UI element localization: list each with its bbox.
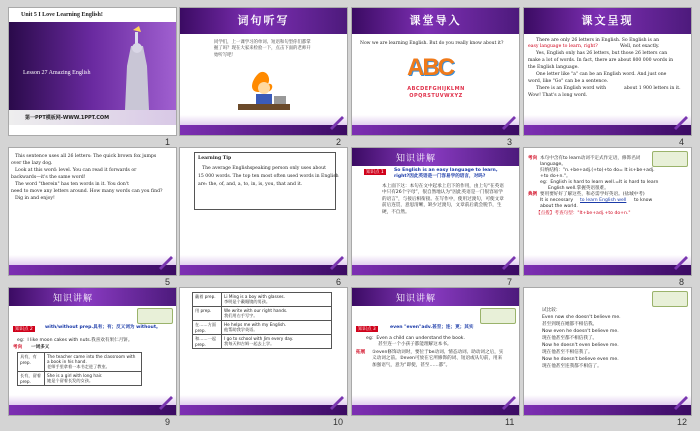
text-line: 要用要好好了解这些，和必需学好英语。(盐城中考) bbox=[540, 192, 645, 197]
text-line: It is necessary bbox=[540, 198, 574, 203]
text-line: about the world. bbox=[540, 204, 578, 209]
example-cn: 我们用右手写字。 bbox=[224, 313, 258, 318]
alphabet-row: ABCDEFGHIJKLMN OPQRSTUVWXYZ bbox=[407, 86, 465, 99]
knowledge-point-label: 知识点 2 bbox=[15, 327, 33, 332]
tip-title: Learning Tip bbox=[198, 156, 232, 161]
slide-number: 10 bbox=[333, 417, 344, 427]
tip-line: 【点拨】考查句型："It+be+adj.+to do+n." bbox=[536, 211, 631, 216]
slide-footer bbox=[352, 265, 519, 275]
slide-number: 2 bbox=[336, 137, 342, 147]
example-cn: 李明是个戴眼镜的男孩。 bbox=[224, 299, 271, 304]
course-badge bbox=[137, 308, 173, 324]
table-cell bbox=[222, 293, 332, 307]
slide-footer bbox=[180, 125, 347, 135]
pen-icon bbox=[328, 112, 346, 130]
pen-icon bbox=[500, 112, 518, 130]
text-line: the English language. bbox=[528, 65, 579, 70]
slide-number: 8 bbox=[679, 277, 685, 287]
slide-footer bbox=[180, 405, 347, 415]
slide-header bbox=[352, 288, 519, 306]
table-cell bbox=[222, 321, 332, 335]
slide-number: 9 bbox=[165, 417, 171, 427]
slide-title: 知识讲解 bbox=[396, 294, 437, 304]
text-line: The word "therein" has ten words in it. You don't bbox=[15, 182, 129, 187]
course-badge bbox=[652, 291, 688, 307]
knowledge-point-label: 知识点 1 bbox=[366, 170, 384, 175]
text-line: about 1 900 letters in it. bbox=[624, 86, 681, 91]
text-line: Well, not exactly. bbox=[620, 44, 660, 49]
slide-body: 同学们，上一课学习的单词、短语和句型你们都掌握了吗？现在大家来检验一下，点击下面的老师开始听写吧！ bbox=[214, 40, 311, 58]
pen-icon bbox=[672, 252, 690, 270]
slide-thumbnail-10[interactable] bbox=[180, 288, 347, 415]
table-row bbox=[193, 335, 332, 349]
table-cell bbox=[222, 307, 332, 321]
slide-title: 知识讲解 bbox=[396, 154, 437, 164]
table-row bbox=[193, 293, 332, 307]
table-cell: 用 prep. bbox=[193, 307, 222, 321]
section-tag: 考向 bbox=[13, 345, 23, 350]
abc-graphic: ABC bbox=[407, 54, 453, 81]
text-line: need to move any letters around. How many words can you find? bbox=[11, 189, 163, 194]
example-cn: 他帮助我学英语。 bbox=[224, 327, 258, 332]
knowledge-point-label: 知识点 3 bbox=[358, 327, 376, 332]
unit-title: Unit 5 I Love Learning English! bbox=[21, 12, 103, 18]
slide-thumbnail-1[interactable] bbox=[9, 8, 176, 135]
intro-question: Now we are learning English. But do you really know about it? bbox=[360, 41, 504, 46]
table-row bbox=[18, 372, 142, 386]
extension-tag: 拓展 bbox=[356, 350, 366, 355]
example-en: I go to school with Jim every day. bbox=[224, 336, 294, 341]
text-line-highlight: easy language to learn, right? bbox=[528, 44, 598, 49]
key-phrase: even "even"adv.甚至；连；更；其实 bbox=[390, 325, 474, 330]
text-line: +to do+n."。 bbox=[540, 174, 571, 179]
text-line: Now he doesn't believe even me. bbox=[542, 357, 619, 362]
slide-thumbnail-4[interactable] bbox=[524, 8, 691, 135]
slide-header bbox=[9, 288, 176, 306]
text-line: 归纳结构："n.+be+adj.(+to)+to do= It is+be+adj. bbox=[540, 168, 655, 173]
lesson-title: Lesson 27 Amazing English bbox=[23, 70, 91, 76]
example-tag: 典例 bbox=[528, 192, 538, 197]
text-line: Even now she doesn't believe me. bbox=[542, 315, 621, 320]
text-line: language。 bbox=[540, 162, 566, 167]
example-en: He helps me with my English. bbox=[224, 322, 287, 327]
slide-title: 课堂导入 bbox=[409, 14, 462, 27]
pen-icon bbox=[328, 252, 346, 270]
explanation: 本上面下这：本句在文中起承上启下的作用，由上句“在英语中只有26个字母”，很自然地认为“因此英语是一门很容易学的语言”，与接后相衔接。在写作中，使用过渡句，可使文章前后连贯，意思清晰，缺少过渡句，文章前后就会脱节，生硬，不自然。 bbox=[382, 184, 504, 215]
text-line: 甚至到现在她都不相信我。 bbox=[542, 322, 598, 327]
example-line: eg：Even a child can understand the book. bbox=[366, 336, 465, 341]
slide-number: 4 bbox=[679, 137, 685, 147]
slide-thumbnail-12[interactable] bbox=[524, 288, 691, 415]
example-cn: 甚至连一个小孩子都能理解这本书。 bbox=[378, 342, 452, 347]
pen-icon bbox=[328, 392, 346, 410]
statue-of-liberty-icon bbox=[109, 26, 159, 110]
example-en: The teacher came into the classroom with a book in his hand. bbox=[47, 354, 136, 364]
text-line: 试比较： bbox=[542, 308, 561, 313]
tip-line: The average Englishspeaking person only uses about bbox=[202, 166, 326, 171]
tip-line: are: the, of, and, a, to, in, is, you, that and it. bbox=[198, 182, 303, 187]
slide-footer bbox=[352, 405, 519, 415]
course-badge bbox=[652, 151, 688, 167]
text-line: 现在他甚至连我都不相信了。 bbox=[542, 364, 602, 369]
text-line: Now he doesn't even believe me. bbox=[542, 343, 619, 348]
slide-title: 课文呈现 bbox=[581, 14, 634, 27]
slide-number: 11 bbox=[505, 417, 515, 427]
text-line: Now even he doesn't believe me. bbox=[542, 329, 619, 334]
example-cn: 我每天和吉姆一起去上学。 bbox=[224, 341, 275, 346]
slide-footer bbox=[352, 125, 519, 135]
table-cell: 戴着 prep. bbox=[193, 293, 222, 307]
slide-footer bbox=[9, 265, 176, 275]
slide-number: 1 bbox=[165, 137, 171, 147]
slide-footer bbox=[9, 405, 176, 415]
text-line: make a lot of words. In fact, there are about 800 000 words in bbox=[528, 58, 674, 63]
slide-number: 12 bbox=[677, 417, 688, 427]
answer-blank: to learn English well bbox=[580, 198, 627, 203]
example-cn: 她是个留着长发的女孩。 bbox=[47, 378, 94, 383]
example-en: Li Ming is a boy with glasses. bbox=[224, 294, 285, 299]
text-line: There is an English word with bbox=[536, 86, 607, 91]
example-line: eg：I like moon cakes with nuts.我喜欢有果仁月饼。 bbox=[17, 338, 133, 343]
text-line: English well.掌握英语很难。 bbox=[548, 186, 609, 191]
section-tag: 考向 bbox=[528, 156, 538, 161]
tip-line: 15 000 words. The top ten most often used words in English bbox=[198, 174, 339, 179]
text-line: 现在他甚至都不相信我了。 bbox=[542, 336, 598, 341]
text-line: 现在他甚至不相信我了。 bbox=[542, 350, 593, 355]
text-line: There are only 26 letters in English. So English is an bbox=[536, 38, 660, 43]
text-line: Look at this word: level. You can read it forwards or bbox=[15, 168, 137, 173]
pen-icon bbox=[500, 252, 518, 270]
table-cell: 在……方面 prep. bbox=[193, 321, 222, 335]
pen-icon bbox=[157, 392, 175, 410]
slide-thumbnail-5[interactable] bbox=[9, 148, 176, 275]
pen-icon bbox=[157, 252, 175, 270]
example-cn: 老师手里拿着一本书走进了教室。 bbox=[47, 364, 110, 369]
text-line: backwards—it's the same word! bbox=[11, 175, 86, 180]
table-cell bbox=[45, 372, 142, 386]
table-row bbox=[18, 353, 142, 372]
slide-thumbnail-9[interactable] bbox=[9, 288, 176, 415]
text-line: 本句中含有to learn动词不定式作定语，修饰名词 bbox=[540, 156, 641, 161]
slide-number: 5 bbox=[165, 277, 171, 287]
section-subtitle: 一词多义 bbox=[31, 345, 50, 350]
slide-thumbnail-7[interactable] bbox=[352, 148, 519, 275]
footer-text: 第一PPT模板网-WWW.1PPT.COM bbox=[25, 115, 110, 121]
text-line: One letter like "a" can be an English word. And just one bbox=[536, 72, 667, 77]
course-badge bbox=[480, 308, 516, 324]
slide-footer bbox=[524, 125, 691, 135]
slide-number: 6 bbox=[336, 277, 342, 287]
pen-icon bbox=[500, 392, 518, 410]
slide-footer bbox=[524, 405, 691, 415]
table-cell: 和……一起 prep. bbox=[193, 335, 222, 349]
slide-footer bbox=[180, 265, 347, 275]
example-en: She is a girl with long hair. bbox=[47, 373, 103, 378]
table-row bbox=[193, 321, 332, 335]
slide-thumbnail-3[interactable] bbox=[352, 8, 519, 135]
slide-header bbox=[352, 8, 519, 34]
slide-thumbnail-2[interactable] bbox=[180, 8, 347, 135]
text-line: This sentence uses all 26 letters: The quick brown fox jumps bbox=[15, 154, 157, 159]
meaning-table bbox=[17, 352, 142, 386]
table-cell bbox=[45, 353, 142, 372]
example-en: We write with our right hands. bbox=[224, 308, 288, 313]
slide-thumbnail-6[interactable] bbox=[180, 148, 347, 275]
pen-icon bbox=[672, 392, 690, 410]
slide-header bbox=[180, 8, 347, 34]
text-line: Wow! That's a long word. bbox=[528, 93, 588, 98]
text-line: to know bbox=[634, 198, 653, 203]
table-row bbox=[193, 307, 332, 321]
text-line: word, like "Go" can be a sentence. bbox=[528, 79, 609, 84]
meaning-table bbox=[192, 292, 332, 349]
table-cell: 具有，有 prep. bbox=[18, 353, 45, 372]
key-phrase: with/without prep.具有；有；反义词为 without。 bbox=[45, 325, 161, 330]
slide-header bbox=[352, 148, 519, 166]
slide-number: 7 bbox=[507, 277, 513, 287]
slide-number: 3 bbox=[507, 137, 513, 147]
text-line: Yes, English only has 26 letters, but those 26 letters can bbox=[536, 51, 668, 56]
slide-title: 词句听写 bbox=[237, 14, 290, 27]
slide-thumbnail-11[interactable] bbox=[352, 288, 519, 415]
text-line: over the lazy dog. bbox=[11, 161, 53, 166]
extension-text: ①even修饰动词时，要位于be动词、情态动词、助动词之后，实义动词之前。②even可放在它所修饰的词、短语或从句前，用来加强语气，意为“即使，甚至……都”。 bbox=[372, 350, 504, 368]
pen-icon bbox=[672, 112, 690, 130]
key-sentence: So English is an easy language to learn, right?因此英语是一门容易学的语言，对吗? bbox=[394, 168, 498, 180]
slide-thumbnail-8[interactable] bbox=[524, 148, 691, 275]
table-cell: 长有，留着 prep. bbox=[18, 372, 45, 386]
slide-footer bbox=[524, 265, 691, 275]
slide-header bbox=[524, 8, 691, 34]
teacher-cartoon-icon bbox=[234, 70, 294, 118]
text-line: Dig in and enjoy! bbox=[15, 196, 55, 201]
table-cell bbox=[222, 335, 332, 349]
text-line: eg：English is hard to learn well.=It is hard to learn bbox=[540, 180, 659, 185]
slide-title: 知识讲解 bbox=[53, 294, 94, 304]
